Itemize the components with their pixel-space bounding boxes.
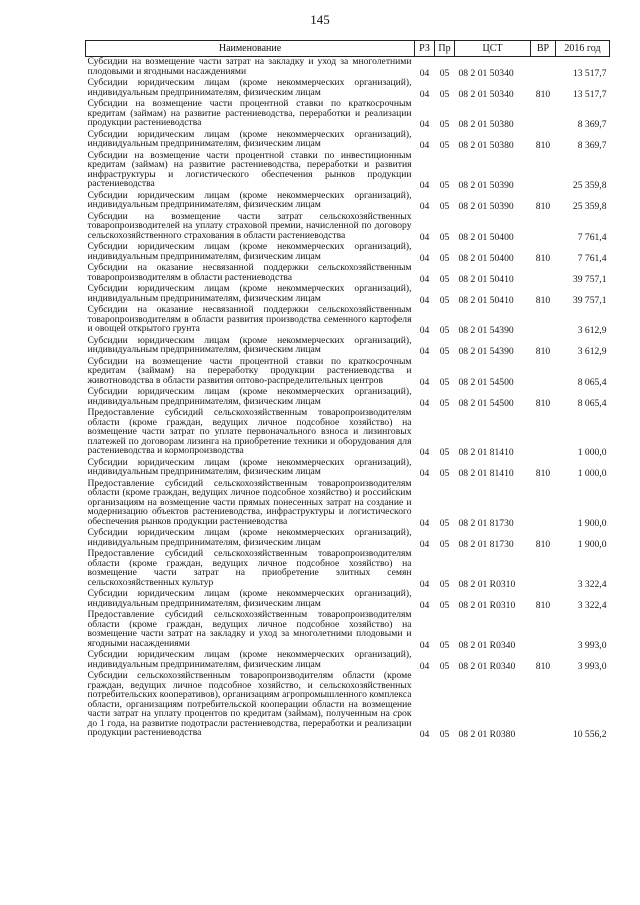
row-pr: 05 xyxy=(439,639,450,651)
row-rz: 04 xyxy=(419,180,430,191)
row-vr xyxy=(531,479,556,529)
row-name: Предоставление субсидий сельскохозяйственным товаропроизводителям области (кроме граждан, ведущих личное подсобное хозяйство) на возмещение части затрат на закладку и уход за многолетними плодовыми и ягодными насаждениями xyxy=(87,609,412,649)
header-name: Наименование xyxy=(86,41,415,57)
row-name: Субсидии сельскохозяйственным товаропроизводителям области (кроме граждан, ведущих личное подсобное хозяйство, и сельскохозяйственных потребительских кооперативов), организациям агропромышленного комплекса области, организациям потребительской кооперации области на возмещение части затрат на уплату процентов по кредитам (займам), полученным на срок до 1 года, на развитие подотрасли растениеводства, переработки и реализации продукции растениеводства xyxy=(87,670,412,738)
table-row xyxy=(86,589,610,610)
row-rz: 04 xyxy=(419,639,430,651)
row-amount: 13 517,7 xyxy=(572,67,607,79)
row-rz: 04 xyxy=(419,201,430,212)
row-rz: 04 xyxy=(419,729,430,740)
table-row xyxy=(86,263,610,284)
row-amount: 8 369,7 xyxy=(577,140,607,151)
row-amount: 3 322,4 xyxy=(577,578,607,590)
table-row xyxy=(86,191,610,212)
row-cst: 08 2 01 50340 xyxy=(458,67,514,79)
row-cst: 08 2 01 R0340 xyxy=(458,639,516,651)
budget-table xyxy=(85,40,610,740)
row-vr xyxy=(531,671,556,740)
row-cst: 08 2 01 50410 xyxy=(458,294,514,306)
row-name: Субсидии юридическим лицам (кроме некоммерческих организаций), индивидуальным предпринимателям, физическим лицам xyxy=(87,283,412,304)
row-name: Субсидии юридическим лицам (кроме некоммерческих организаций), индивидуальным предпринимателям, физическим лицам xyxy=(87,527,412,548)
row-vr xyxy=(531,305,556,336)
row-name: Субсидии юридическим лицам (кроме некоммерческих организаций), индивидуальным предпринимателям, физическим лицам xyxy=(87,386,412,407)
row-pr: 05 xyxy=(439,538,450,550)
row-rz: 04 xyxy=(419,346,430,357)
row-amount: 7 761,4 xyxy=(577,231,607,243)
row-pr: 05 xyxy=(439,660,450,672)
row-name: Субсидии на оказание несвязанной поддержки сельскохозяйственным товаропроизводителям в области растениеводства xyxy=(87,262,412,283)
table-row xyxy=(86,479,610,529)
row-pr: 05 xyxy=(439,273,450,285)
table-row xyxy=(86,284,610,305)
row-cst: 08 2 01 50390 xyxy=(458,180,514,191)
row-amount: 3 612,9 xyxy=(577,325,607,336)
table-row xyxy=(86,130,610,151)
row-amount: 8 369,7 xyxy=(577,119,607,130)
row-name: Субсидии на возмещение части процентной ставки по инвестиционным кредитам (займам) на развитие растениеводства, переработки и развития инфраструктуры и логистического обеспечения рынков продукции растениеводства xyxy=(87,149,412,189)
row-cst: 08 2 01 50410 xyxy=(458,273,514,285)
row-rz: 04 xyxy=(419,294,430,306)
row-name: Субсидии юридическим лицам (кроме некоммерческих организаций), индивидуальным предпринимателям, физическим лицам xyxy=(87,649,412,670)
row-cst: 08 2 01 R0310 xyxy=(458,599,516,611)
table-header-row xyxy=(86,41,610,57)
row-vr xyxy=(531,57,556,79)
row-cst: 08 2 01 50380 xyxy=(458,140,514,151)
row-cst: 08 2 01 54500 xyxy=(458,397,514,409)
row-cst: 08 2 01 50400 xyxy=(458,231,514,243)
row-amount: 10 556,2 xyxy=(572,729,607,740)
row-amount: 1 000,0 xyxy=(577,447,607,458)
row-name: Предоставление субсидий сельскохозяйственным товаропроизводителям области (кроме граждан, ведущих личное подсобное хозяйство) и российским организациям на возмещение части прямых понесенных затрат на создание и модернизацию объектов растениеводства, инфраструктуры и логистического обеспечения рынков продукции растениеводства xyxy=(87,477,412,527)
table-row xyxy=(86,99,610,130)
row-pr: 05 xyxy=(439,397,450,409)
table-row xyxy=(86,549,610,589)
row-amount: 3 612,9 xyxy=(577,346,607,357)
table-row xyxy=(86,357,610,388)
row-rz: 04 xyxy=(419,325,430,336)
row-cst: 08 2 01 81410 xyxy=(458,447,514,458)
page-number: 145 xyxy=(310,12,330,27)
row-name: Субсидии юридическим лицам (кроме некоммерческих организаций), индивидуальным предпринимателям, физическим лицам xyxy=(87,128,412,149)
header-year: 2016 год xyxy=(556,41,610,57)
row-cst: 08 2 01 R0380 xyxy=(458,729,516,740)
row-name: Субсидии на возмещение части затрат сельскохозяйственных товаропроизводителей на уплату страховой премии, начисленной по договору сельскохозяйственного страхования в области растениеводства xyxy=(87,210,412,241)
row-vr: 810 xyxy=(535,599,551,611)
row-pr: 05 xyxy=(439,376,450,388)
row-pr: 05 xyxy=(439,517,450,529)
header-rz: РЗ xyxy=(415,41,435,57)
table-row xyxy=(86,242,610,263)
row-cst: 08 2 01 50340 xyxy=(458,88,514,100)
row-vr xyxy=(531,212,556,243)
row-amount: 3 993,0 xyxy=(577,660,607,672)
row-name: Субсидии на возмещение части затрат на закладку и уход за многолетними плодовыми и ягодными насаждениями xyxy=(87,56,412,77)
row-rz: 04 xyxy=(419,397,430,409)
row-vr xyxy=(531,549,556,589)
row-rz: 04 xyxy=(419,660,430,672)
row-pr: 05 xyxy=(439,578,450,590)
row-name: Предоставление субсидий сельскохозяйственным товаропроизводителям области (кроме граждан, ведущих личное подсобное хозяйство) на возмещение части затрат на приобретение элитных семян сельскохозяйственных культур xyxy=(87,548,412,588)
row-amount: 8 065,4 xyxy=(577,397,607,409)
row-name: Субсидии юридическим лицам (кроме некоммерческих организаций), индивидуальным предпринимателям, физическим лицам xyxy=(87,241,412,262)
row-pr: 05 xyxy=(439,201,450,212)
header-cst: ЦСТ xyxy=(455,41,531,57)
row-rz: 04 xyxy=(419,273,430,285)
row-amount: 39 757,1 xyxy=(572,273,607,285)
row-cst: 08 2 01 81730 xyxy=(458,517,514,529)
row-vr xyxy=(531,357,556,388)
row-vr: 810 xyxy=(535,201,551,212)
row-rz: 04 xyxy=(419,252,430,264)
row-cst: 08 2 01 R0340 xyxy=(458,660,516,672)
row-amount: 7 761,4 xyxy=(577,252,607,264)
row-pr: 05 xyxy=(439,67,450,79)
row-name: Субсидии на оказание несвязанной поддержки сельскохозяйственным товаропроизводителям в области развития производства семенного картофеля и овощей открытого грунта xyxy=(87,304,412,334)
row-pr: 05 xyxy=(439,346,450,357)
row-pr: 05 xyxy=(439,325,450,336)
table-row xyxy=(86,78,610,99)
header-pr: Пр xyxy=(435,41,455,57)
table-row xyxy=(86,57,610,79)
row-vr xyxy=(531,610,556,650)
table-row xyxy=(86,610,610,650)
row-amount: 13 517,7 xyxy=(572,88,607,100)
row-amount: 39 757,1 xyxy=(572,294,607,306)
row-rz: 04 xyxy=(419,538,430,550)
row-vr: 810 xyxy=(535,397,551,409)
table-row xyxy=(86,151,610,191)
row-amount: 25 359,8 xyxy=(572,180,607,191)
row-rz: 04 xyxy=(419,67,430,79)
row-amount: 1 900,0 xyxy=(577,517,607,529)
row-name: Субсидии юридическим лицам (кроме некоммерческих организаций), индивидуальным предпринимателям, физическим лицам xyxy=(87,456,412,477)
table-row xyxy=(86,671,610,740)
row-amount: 1 900,0 xyxy=(577,538,607,550)
row-amount: 3 993,0 xyxy=(577,639,607,651)
row-vr: 810 xyxy=(535,468,551,479)
row-vr: 810 xyxy=(535,346,551,357)
row-pr: 05 xyxy=(439,252,450,264)
row-cst: 08 2 01 R0310 xyxy=(458,578,516,590)
row-pr: 05 xyxy=(439,180,450,191)
row-vr: 810 xyxy=(535,252,551,264)
table-body xyxy=(86,57,610,740)
row-rz: 04 xyxy=(419,376,430,388)
row-vr: 810 xyxy=(535,140,551,151)
row-cst: 08 2 01 50400 xyxy=(458,252,514,264)
table-row xyxy=(86,336,610,357)
row-pr: 05 xyxy=(439,447,450,458)
row-rz: 04 xyxy=(419,447,430,458)
row-rz: 04 xyxy=(419,468,430,479)
row-vr xyxy=(531,263,556,284)
row-pr: 05 xyxy=(439,729,450,740)
row-name: Субсидии юридическим лицам (кроме некоммерческих организаций), индивидуальным предпринимателям, физическим лицам xyxy=(87,189,412,210)
table-row xyxy=(86,458,610,479)
row-cst: 08 2 01 50380 xyxy=(458,119,514,130)
row-vr xyxy=(531,99,556,130)
row-name: Субсидии на возмещение части процентной ставки по краткосрочным кредитам (займам) на развитие растениеводства, переработки и реализации продукции растениеводства xyxy=(87,98,412,128)
table-row xyxy=(86,387,610,408)
row-name: Субсидии юридическим лицам (кроме некоммерческих организаций), индивидуальным предпринимателям, физическим лицам xyxy=(87,334,412,355)
row-rz: 04 xyxy=(419,231,430,243)
row-name: Субсидии юридическим лицам (кроме некоммерческих организаций), индивидуальным предпринимателям, физическим лицам xyxy=(87,77,412,98)
row-pr: 05 xyxy=(439,294,450,306)
row-cst: 08 2 01 81730 xyxy=(458,538,514,550)
row-vr: 810 xyxy=(535,660,551,672)
row-rz: 04 xyxy=(419,88,430,100)
row-vr xyxy=(531,151,556,191)
row-pr: 05 xyxy=(439,599,450,611)
row-name: Субсидии на возмещение части процентной ставки по краткосрочным кредитам (займам) на переработку продукции растениеводства и животноводства в области развития оптово-распределительных центров xyxy=(87,355,412,386)
row-vr xyxy=(531,408,556,458)
table-row xyxy=(86,408,610,458)
row-name: Предоставление субсидий сельскохозяйственным товаропроизводителям области (кроме граждан, ведущих личное подсобное хозяйство) на возмещение части затрат по уплате первоначального взноса и лизинговых платежей по договорам лизинга на приобретение техники и оборудования для растениеводства и кормопроизводства xyxy=(87,407,412,456)
row-pr: 05 xyxy=(439,231,450,243)
row-rz: 04 xyxy=(419,517,430,529)
row-cst: 08 2 01 50390 xyxy=(458,201,514,212)
table-row xyxy=(86,212,610,243)
row-amount: 3 322,4 xyxy=(577,599,607,611)
row-cst: 08 2 01 54390 xyxy=(458,325,514,336)
row-vr: 810 xyxy=(535,88,551,100)
row-amount: 25 359,8 xyxy=(572,201,607,212)
row-name: Субсидии юридическим лицам (кроме некоммерческих организаций), индивидуальным предпринимателям, физическим лицам xyxy=(87,588,412,609)
row-vr: 810 xyxy=(535,294,551,306)
row-pr: 05 xyxy=(439,140,450,151)
table-row xyxy=(86,305,610,336)
row-rz: 04 xyxy=(419,578,430,590)
header-vr: ВР xyxy=(531,41,556,57)
row-pr: 05 xyxy=(439,119,450,130)
row-amount: 1 000,0 xyxy=(577,468,607,479)
row-pr: 05 xyxy=(439,468,450,479)
row-cst: 08 2 01 81410 xyxy=(458,468,514,479)
row-rz: 04 xyxy=(419,119,430,130)
row-vr: 810 xyxy=(535,538,551,550)
table-row xyxy=(86,528,610,549)
row-cst: 08 2 01 54500 xyxy=(458,376,514,388)
row-pr: 05 xyxy=(439,88,450,100)
row-amount: 8 065,4 xyxy=(577,376,607,388)
row-cst: 08 2 01 54390 xyxy=(458,346,514,357)
row-rz: 04 xyxy=(419,599,430,611)
table-row xyxy=(86,650,610,671)
row-rz: 04 xyxy=(419,140,430,151)
